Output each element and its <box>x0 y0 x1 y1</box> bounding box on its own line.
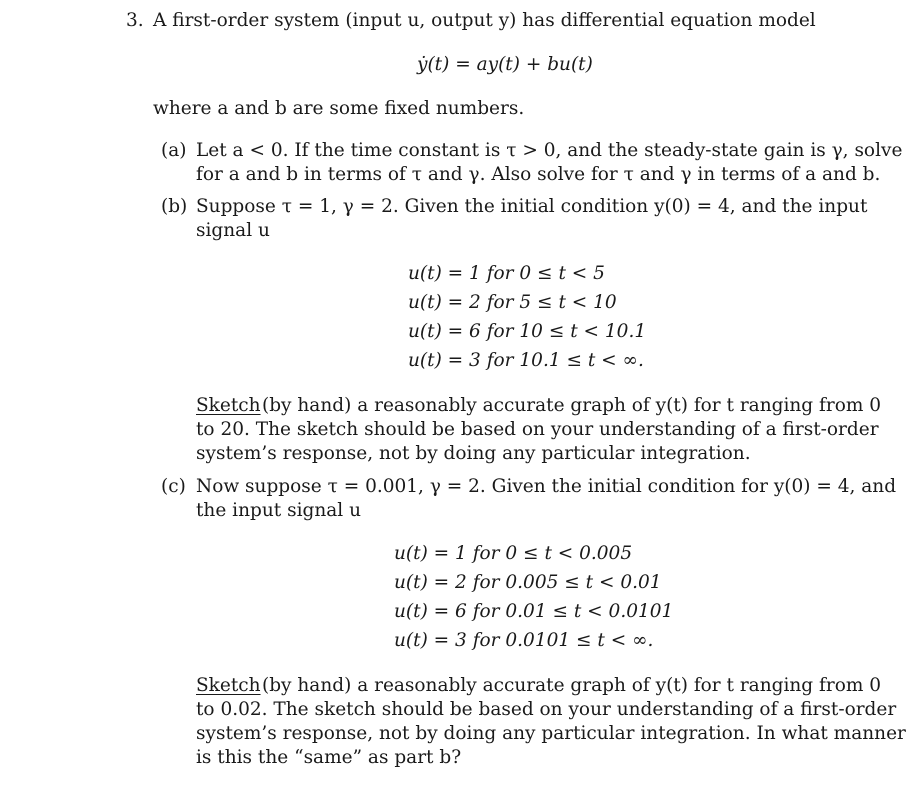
part-c-sketch-line-1: (by hand) a reasonably accurate graph of y(t) for t ranging from 0 <box>262 675 882 696</box>
part-c-input-4: u(t) = 3 for 0.0101 ≤ t < ∞. <box>394 630 654 651</box>
part-b-sketch-underlined: Sketch <box>196 395 261 416</box>
part-c-sketch-line-4: is this the “same” as part b? <box>196 747 462 768</box>
part-c-input-2: u(t) = 2 for 0.005 ≤ t < 0.01 <box>394 572 662 593</box>
part-b-line-1: Suppose τ = 1, γ = 2. Given the initial condition y(0) = 4, and the input <box>196 196 868 217</box>
part-c-sketch-line-3: system’s response, not by doing any particular integration. In what manner <box>196 723 906 744</box>
part-c-sketch-line-2: to 0.02. The sketch should be based on your understanding of a first-order <box>196 699 897 720</box>
part-c-line-2: the input signal u <box>196 500 361 521</box>
part-b-line-2: signal u <box>196 220 270 241</box>
part-b-input-1: u(t) = 1 for 0 ≤ t < 5 <box>408 263 605 284</box>
part-c-sketch-word <box>196 675 261 696</box>
problem-number: 3. <box>126 10 144 31</box>
part-a-label: (a) <box>161 140 187 161</box>
part-c-label: (c) <box>161 476 186 497</box>
part-b-sketch-line-2: to 20. The sketch should be based on your understanding of a first-order <box>196 419 879 440</box>
differential-equation: ẏ(t) = ay(t) + bu(t) <box>417 54 593 75</box>
part-b-sketch-line-3: system’s response, not by doing any particular integration. <box>196 443 751 464</box>
part-b-input-4: u(t) = 3 for 10.1 ≤ t < ∞. <box>408 350 644 371</box>
part-b-input-2: u(t) = 2 for 5 ≤ t < 10 <box>408 292 617 313</box>
where-text: where a and b are some fixed numbers. <box>153 98 525 119</box>
part-c-input-3: u(t) = 6 for 0.01 ≤ t < 0.0101 <box>394 601 674 622</box>
part-c-line-1: Now suppose τ = 0.001, γ = 2. Given the initial condition for y(0) = 4, and <box>196 476 897 497</box>
part-a-line-1: Let a < 0. If the time constant is τ > 0, and the steady-state gain is γ, solve <box>196 140 903 161</box>
part-a-line-2: for a and b in terms of τ and γ. Also solve for τ and γ in terms of a and b. <box>196 164 881 185</box>
part-b-input-3: u(t) = 6 for 10 ≤ t < 10.1 <box>408 321 647 342</box>
part-b-sketch-word <box>196 395 261 416</box>
problem-intro: A first-order system (input u, output y) has differential equation model <box>153 10 816 31</box>
part-c-sketch-underlined: Sketch <box>196 675 261 696</box>
part-c-input-1: u(t) = 1 for 0 ≤ t < 0.005 <box>394 543 633 564</box>
part-b-sketch-line-1: (by hand) a reasonably accurate graph of y(t) for t ranging from 0 <box>262 395 882 416</box>
part-b-label: (b) <box>161 196 188 217</box>
